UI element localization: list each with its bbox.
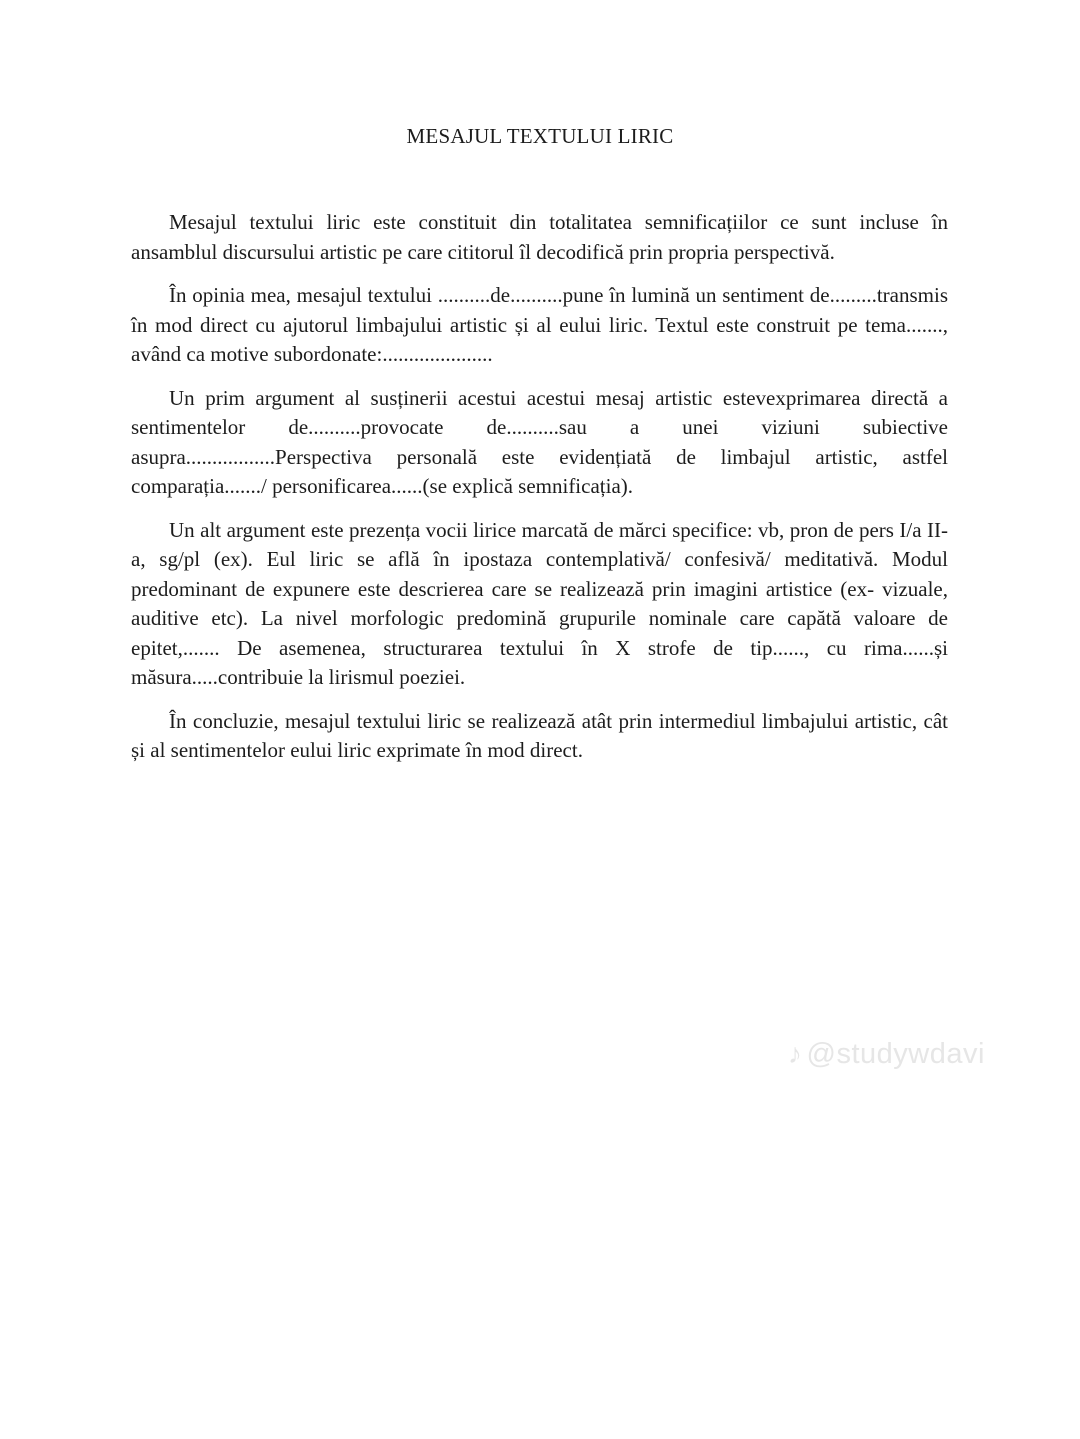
page-title: MESAJUL TEXTULUI LIRIC [406,124,674,148]
paragraph-definition: Mesajul textului liric este constituit din totalitatea semnificațiilor ce sunt incluse în ansamblul discursului artistic pe care cititorul îl decodifică prin propria perspectivă. [131,210,948,264]
paragraph-opinion: În opinia mea, mesajul textului ..........de..........pune în lumină un sentiment de.........transmis în mod direct cu ajutorul limbajului artistic și al eului liric. Textul este construit pe tema......., având ca motive subordonate:..................... [131,283,948,366]
paragraph-first-argument: Un prim argument al susținerii acestui acestui mesaj artistic estevexprimarea directă a sentimentelor de..........provocate de..........sau a unei viziuni subiective asupra.................Perspectiva personală este evidențiată de limbajul artistic, astfel comparația......./ personificarea......(se explică semnificația). [131,385,948,498]
watermark [788,1038,985,1071]
tiktok-note-icon: ♪ [788,1038,803,1069]
paragraph-second-argument: Un alt argument este prezența vocii lirice marcată de mărci specifice: vb, pron de pers I/a II-a, sg/pl (ex). Eul liric se află în ipostaza contemplativă/ confesivă/ meditativă. Modul predominant de expunere este descrierea care se realizează prin imagini artistice (ex- vizuale, auditive etc). La nivel morfologic predomină grupurile nominale care capătă valoare de epitet,....... De asemenea, structurarea textului în X strofe de tip......, cu rima......și măsura.....contribuie la lirismul poeziei. [131,517,948,689]
watermark-handle: @studywdavi [806,1038,985,1070]
paragraph-conclusion: În concluzie, mesajul textului liric se realizează atât prin intermediul limbajului artistic, cât și al sentimentelor eului liric exprimate în mod direct. [131,708,948,762]
document-body [131,208,948,780]
